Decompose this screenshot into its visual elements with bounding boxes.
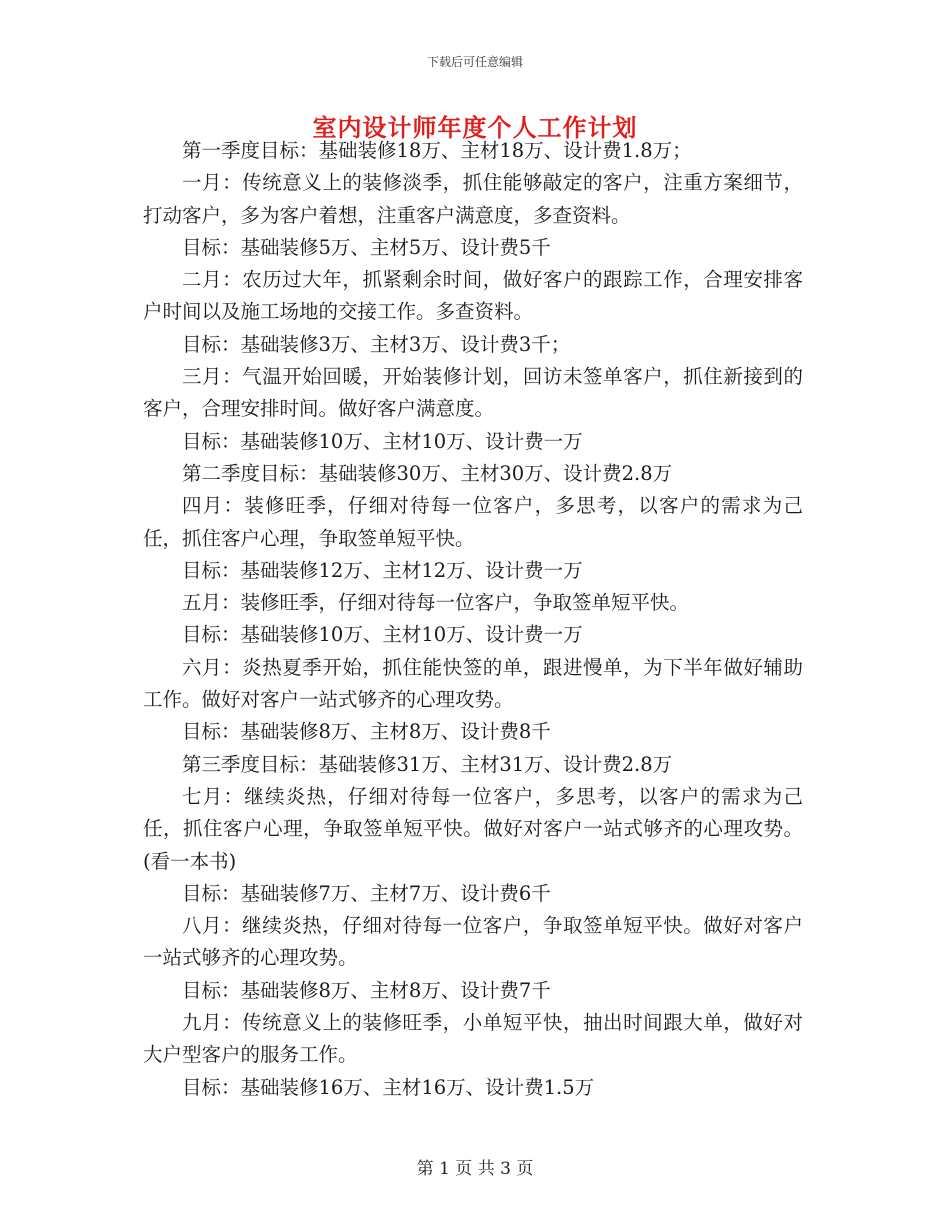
document-body xyxy=(143,135,803,1104)
paragraph: 九月：传统意义上的装修旺季，小单短平快，抽出时间跟大单，做好对大户型客户的服务工作。 xyxy=(143,1011,803,1067)
page-header-note: 下载后可任意编辑 xyxy=(426,55,523,69)
paragraph: 六月：炎热夏季开始，抓住能快签的单，跟进慢单，为下半年做好辅助工作。做好对客户一站式够齐的心理攻势。 xyxy=(143,655,803,712)
paragraph: 第一季度目标：基础装修18万、主材18万、设计费1.8万； xyxy=(182,139,692,162)
paragraph: 八月：继续炎热，仔细对待每一位客户，争取签单短平快。做好对客户一站式够齐的心理攻势。 xyxy=(143,914,803,970)
paragraph: 一月：传统意义上的装修淡季，抓住能够敲定的客户，注重方案细节，打动客户，多为客户着想，注重客户满意度，多查资料。 xyxy=(143,171,803,227)
page-number-footer: 第 1 页 共 3 页 xyxy=(416,1159,534,1179)
paragraph: 第三季度目标：基础装修31万、主材31万、设计费2.8万 xyxy=(182,752,673,776)
paragraph: 五月：装修旺季，仔细对待每一位客户，争取签单短平快。 xyxy=(182,591,690,615)
paragraph: 七月：继续炎热，仔细对待每一位客户，多思考，以客户的需求为己任，抓住客户心理，争取签单短平快。做好对客户一站式够齐的心理攻势。(看一本书) xyxy=(143,784,803,873)
paragraph: 目标：基础装修3万、主材3万、设计费3千； xyxy=(182,332,571,356)
paragraph: 目标：基础装修10万、主材10万、设计费一万 xyxy=(182,429,583,453)
paragraph: 二月：农历过大年，抓紧剩余时间，做好客户的跟踪工作，合理安排客户时间以及施工场地的交接工作。多查资料。 xyxy=(143,268,803,324)
paragraph: 目标：基础装修5万、主材5万、设计费5千 xyxy=(182,235,551,259)
paragraph: 目标：基础装修10万、主材10万、设计费一万 xyxy=(182,623,583,647)
paragraph: 目标：基础装修8万、主材8万、设计费8千 xyxy=(182,720,551,744)
paragraph: 四月：装修旺季，仔细对待每一位客户，多思考，以客户的需求为己任，抓住客户心理，争取签单短平快。 xyxy=(143,494,803,550)
paragraph: 三月：气温开始回暖，开始装修计划，回访未签单客户，抓住新接到的客户，合理安排时间。做好客户满意度。 xyxy=(143,365,803,421)
paragraph: 目标：基础装修8万、主材8万、设计费7千 xyxy=(182,978,551,1002)
document-title: 室内设计师年度个人工作计划 xyxy=(312,114,638,142)
paragraph: 目标：基础装修12万、主材12万、设计费一万 xyxy=(182,558,583,582)
paragraph: 第二季度目标：基础装修30万、主材30万、设计费2.8万 xyxy=(182,461,673,485)
paragraph: 目标：基础装修16万、主材16万、设计费1.5万 xyxy=(182,1075,595,1099)
paragraph: 目标：基础装修7万、主材7万、设计费6千 xyxy=(182,881,551,905)
